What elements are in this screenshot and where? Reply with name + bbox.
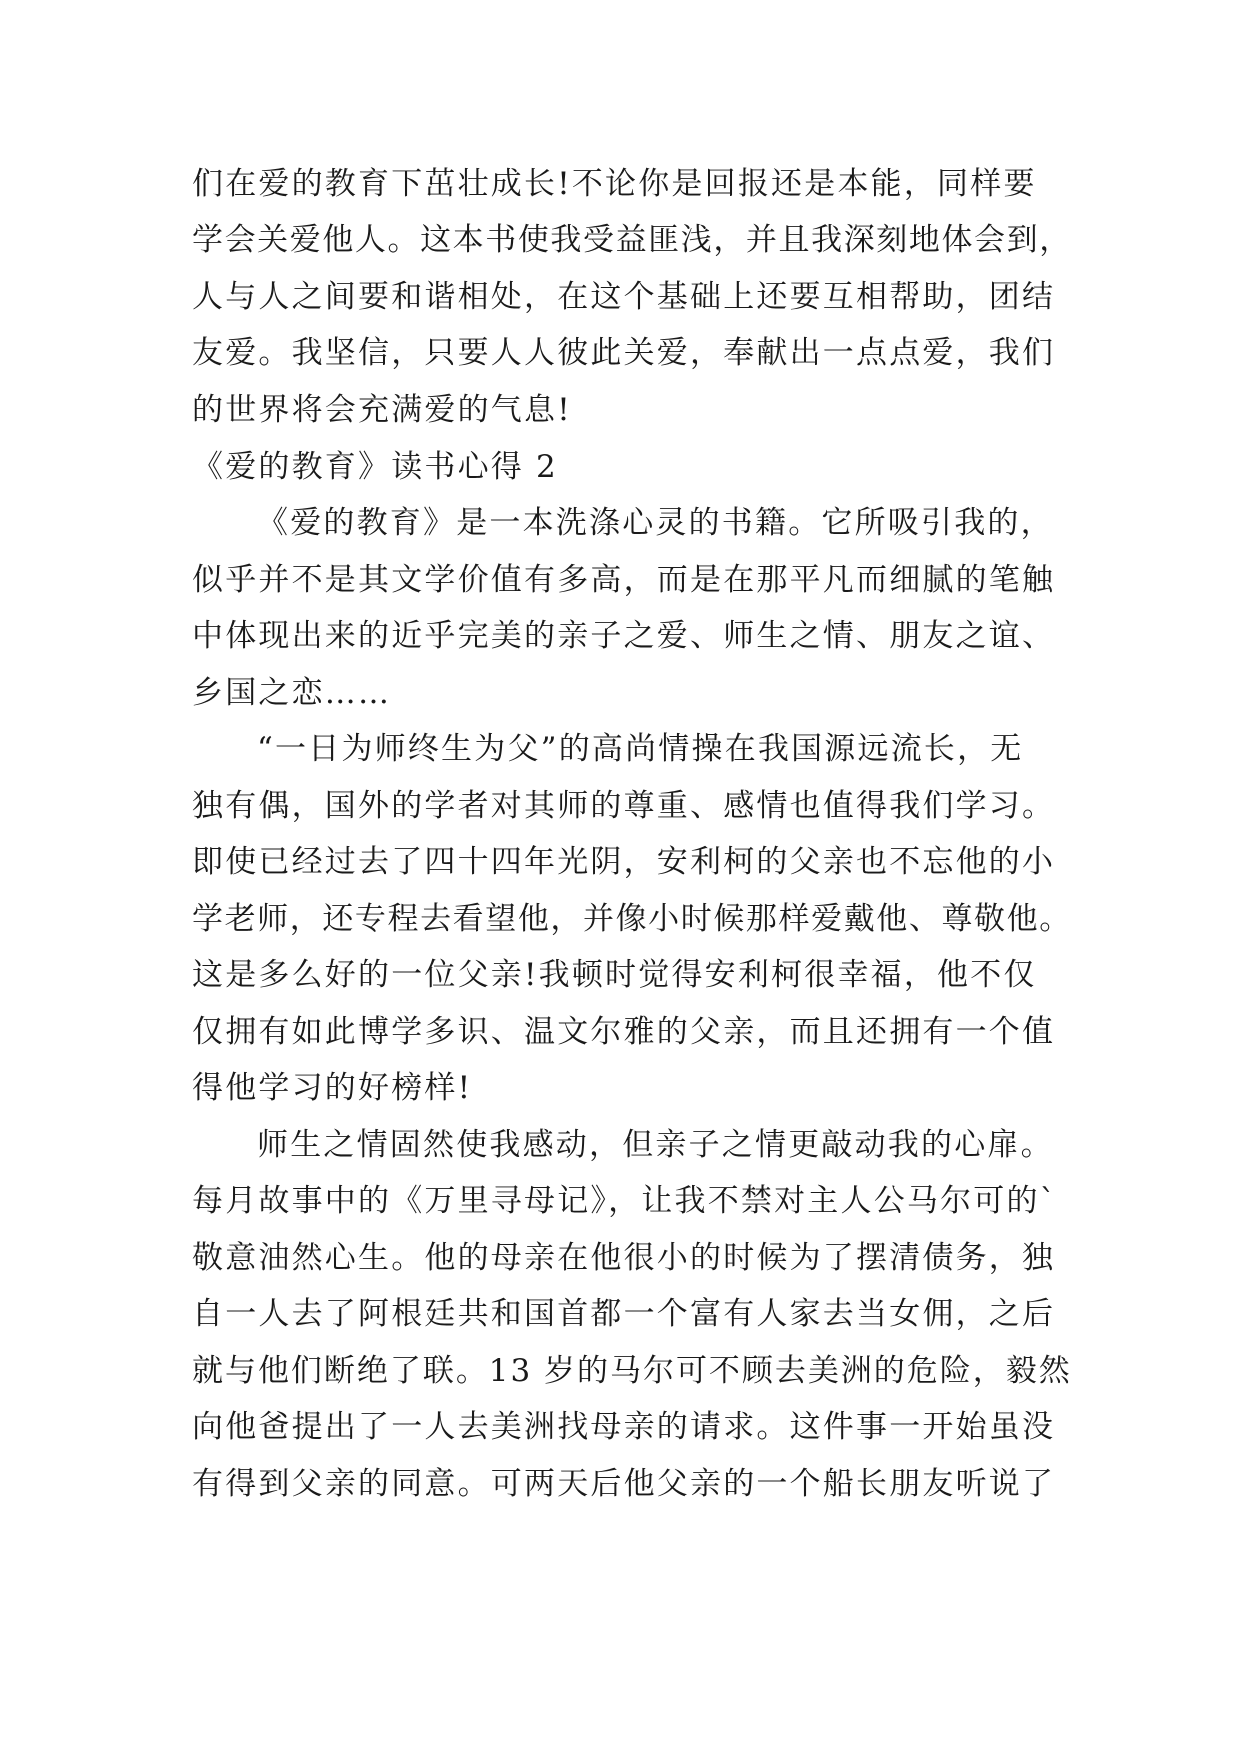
paragraph-line: 友爱。我坚信，只要人人彼此关爱，奉献出一点点爱，我们 <box>192 335 1056 371</box>
paragraph-line: 学会关爱他人。这本书使我受益匪浅，并且我深刻地体会到， <box>192 222 1072 258</box>
paragraph-line: 自一人去了阿根廷共和国首都一个富有人家去当女佣，之后 <box>192 1296 1056 1332</box>
paragraph-line: 独有偶，国外的学者对其师的尊重、感情也值得我们学习。 <box>192 788 1056 824</box>
paragraph-line: 的世界将会充满爱的气息! <box>192 392 572 428</box>
paragraph-line: 敬意油然心生。他的母亲在他很小的时候为了摆清债务，独 <box>192 1240 1056 1276</box>
paragraph-line: 《爱的教育》是一本洗涤心灵的书籍。它所吸引我的， <box>257 505 1054 541</box>
paragraph-line: 乡国之恋…… <box>192 675 392 711</box>
paragraph-line: 即使已经过去了四十四年光阴，安利柯的父亲也不忘他的小 <box>192 844 1056 880</box>
paragraph-line: 得他学习的好榜样! <box>192 1070 473 1106</box>
paragraph-line: 就与他们断绝了联。13 岁的马尔可不顾去美洲的危险，毅然 <box>192 1353 1072 1389</box>
paragraph-line: 这是多么好的一位父亲!我顿时觉得安利柯很幸福，他不仅 <box>192 957 1037 993</box>
paragraph-line: 向他爸提出了一人去美洲找母亲的请求。这件事一开始虽没 <box>192 1409 1056 1445</box>
paragraph-line: 中体现出来的近乎完美的亲子之爱、师生之情、朋友之谊、 <box>192 618 1056 654</box>
paragraph-line: 人与人之间要和谐相处，在这个基础上还要互相帮助，团结 <box>192 279 1056 315</box>
paragraph-line: 师生之情固然使我感动，但亲子之情更敲动我的心扉。 <box>257 1127 1054 1163</box>
paragraph-line: 学老师，还专程去看望他，并像小时候那样爱戴他、尊敬他。 <box>192 901 1072 937</box>
paragraph-line: 们在爱的教育下茁壮成长!不论你是回报还是本能，同样要 <box>192 166 1037 202</box>
paragraph-line: 每月故事中的《万里寻母记》，让我不禁对主人公马尔可的` <box>192 1183 1058 1219</box>
paragraph-line: “一日为师终生为父”的高尚情操在我国源远流长，无 <box>257 731 1024 767</box>
paragraph-line: 仅拥有如此博学多识、温文尔雅的父亲，而且还拥有一个值 <box>192 1014 1056 1050</box>
section-heading: 《爱的教育》读书心得 2 <box>192 449 558 485</box>
paragraph-line: 有得到父亲的同意。可两天后他父亲的一个船长朋友听说了 <box>192 1466 1056 1502</box>
paragraph-line: 似乎并不是其文学价值有多高，而是在那平凡而细腻的笔触 <box>192 562 1056 598</box>
